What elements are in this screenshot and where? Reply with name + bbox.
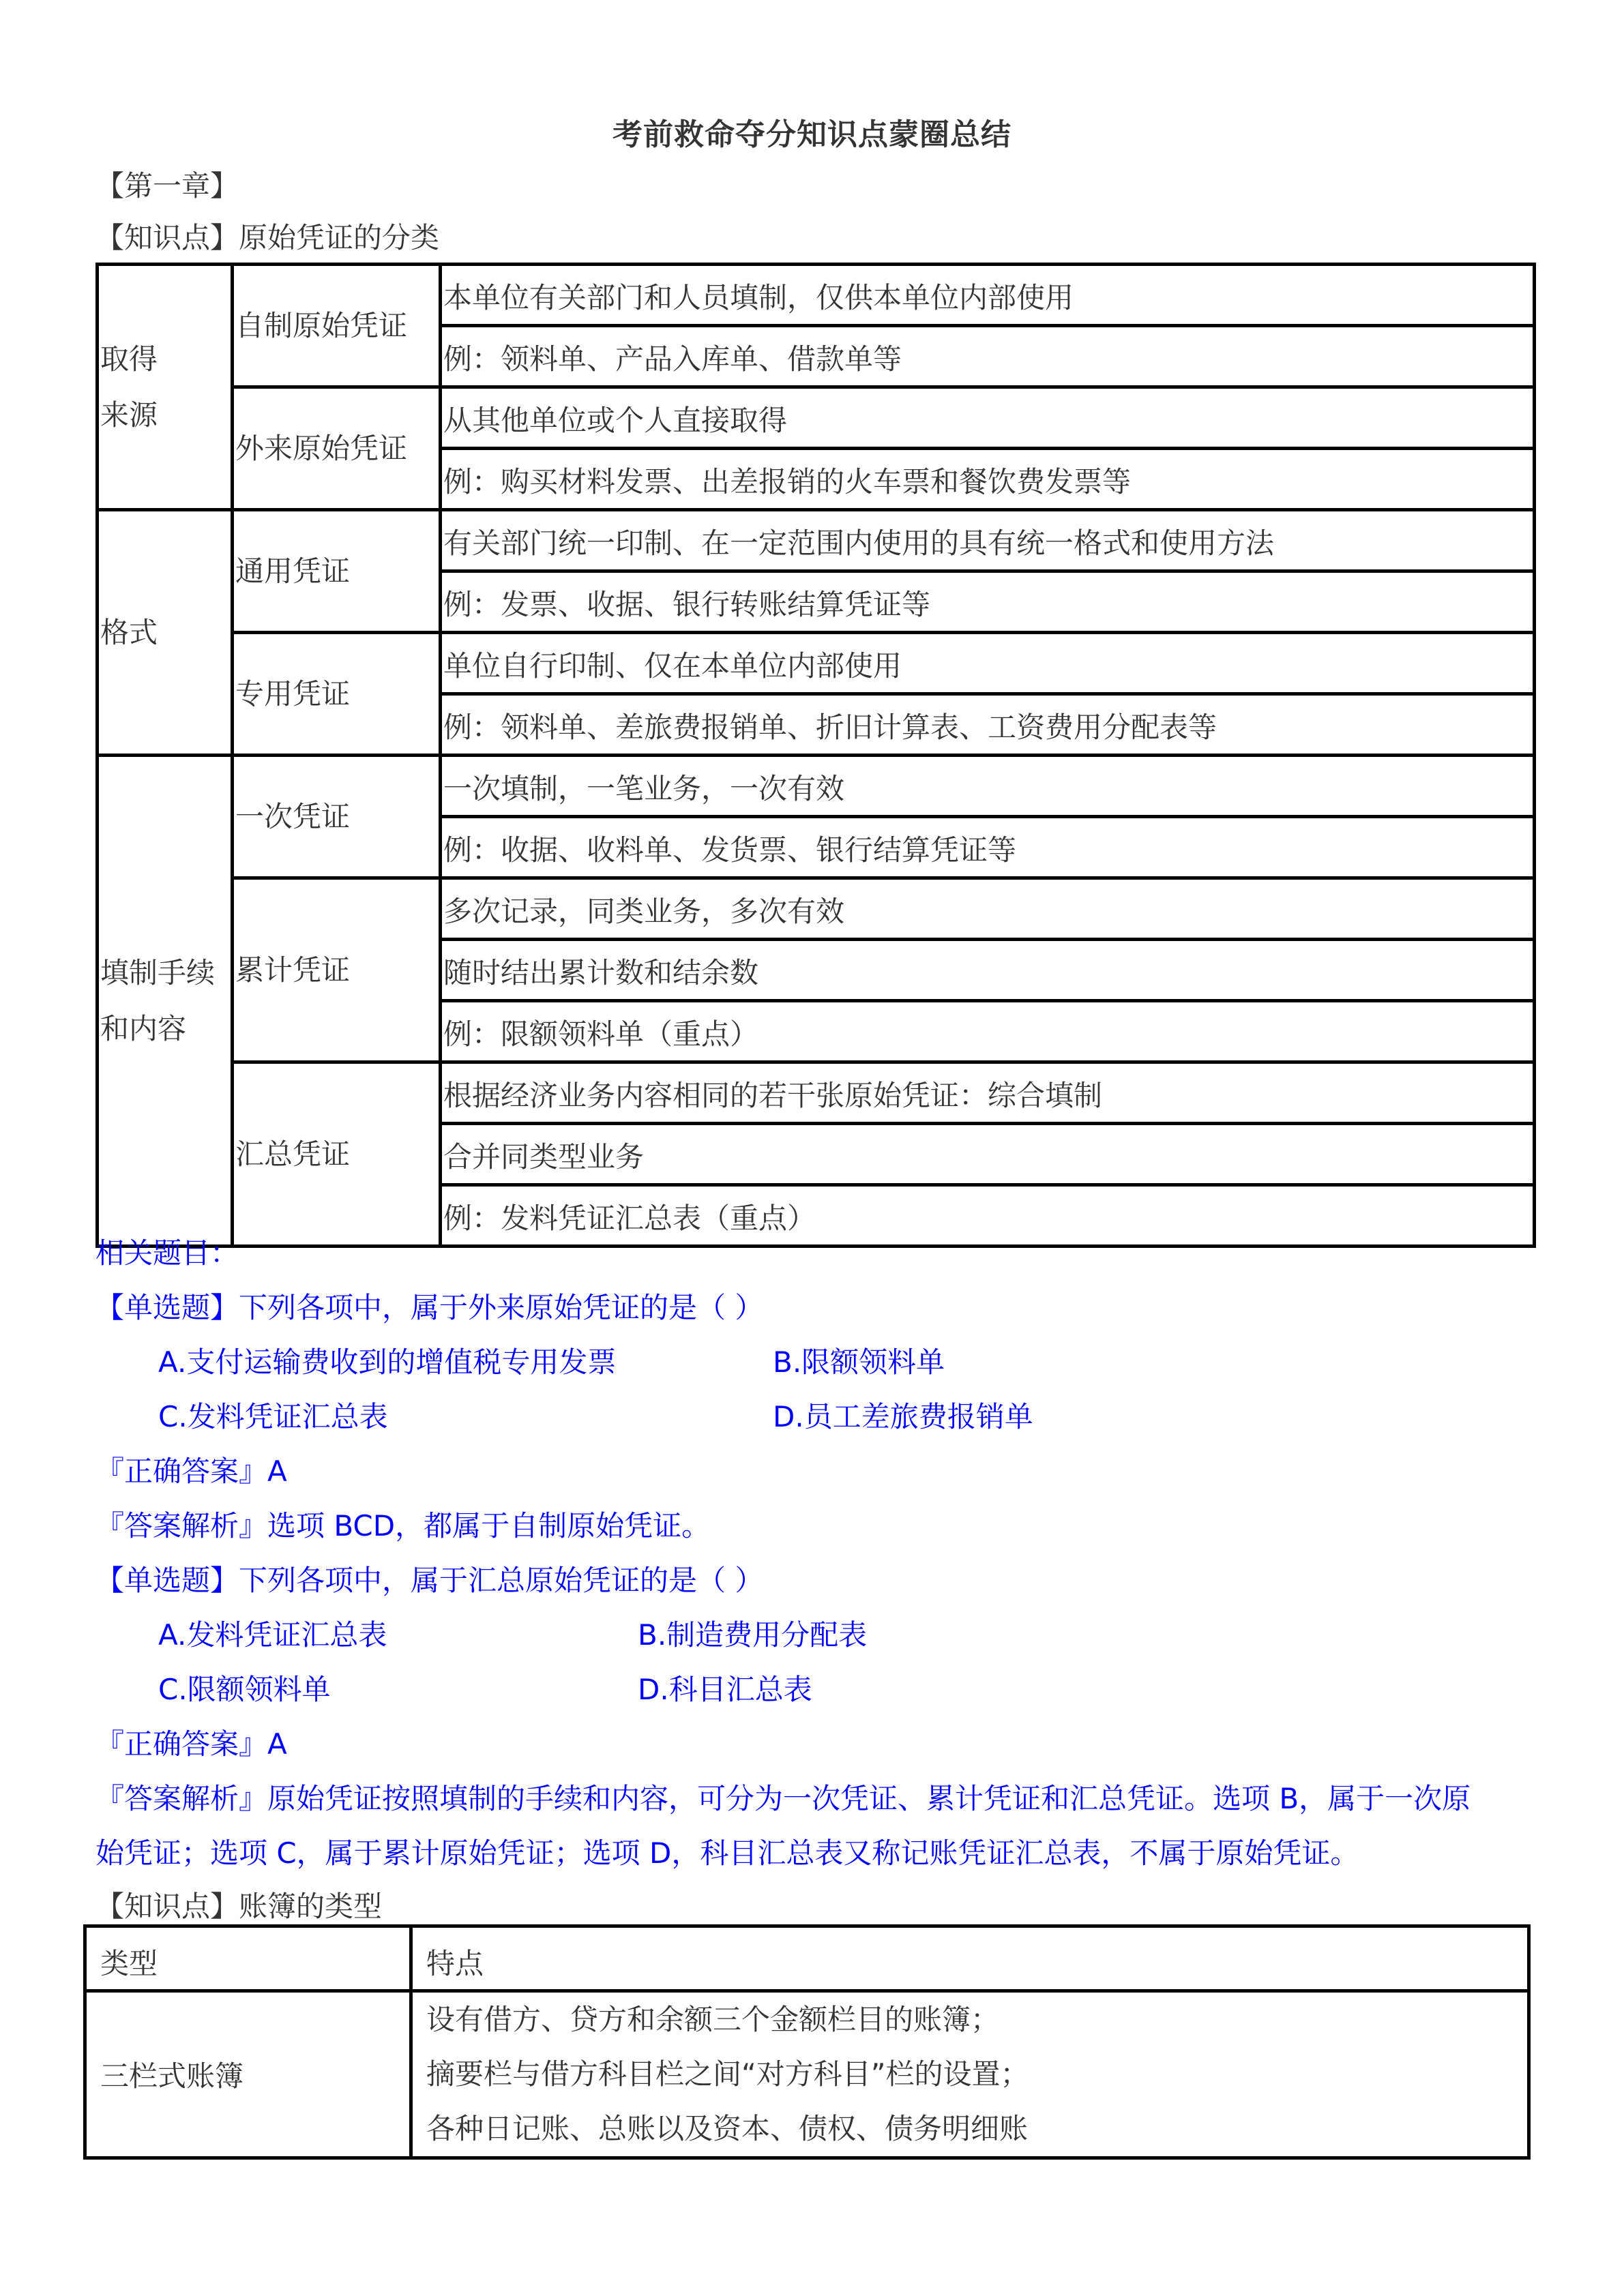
question-2-answer: 『正确答案』A: [95, 1727, 287, 1761]
description-cell: 例：领料单、差旅费报销单、折旧计算表、工资费用分配表等: [441, 694, 1535, 756]
description-cell: 例：收据、收料单、发货票、银行结算凭证等: [441, 817, 1535, 878]
ledger-type-cell: 三栏式账簿: [85, 1991, 411, 2158]
type-cell: 汇总凭证: [233, 1062, 441, 1247]
feature-line: 各种日记账、总账以及资本、债权、债务明细账: [426, 2112, 1029, 2145]
description-cell: 合并同类型业务: [441, 1124, 1535, 1185]
table-row: [98, 510, 1535, 571]
question-1-analysis: 『答案解析』选项 BCD，都属于自制原始凭证。: [95, 1509, 711, 1542]
page-title: 考前救命夺分知识点蒙圈总结: [612, 117, 1012, 152]
table-row: [98, 265, 1535, 326]
type-cell: 一次凭证: [233, 756, 441, 878]
question-2-analysis-line-1: 『答案解析』原始凭证按照填制的手续和内容，可分为一次凭证、累计凭证和汇总凭证。选项 B，属于一次原: [95, 1782, 1471, 1815]
description-cell: 根据经济业务内容相同的若干张原始凭证：综合填制: [441, 1062, 1535, 1124]
type-cell: 专用凭证: [233, 633, 441, 756]
section-heading-voucher-classification: 【知识点】原始凭证的分类: [95, 221, 440, 254]
category-label: [100, 331, 231, 443]
question-2-stem: 【单选题】下列各项中，属于汇总原始凭证的是（ ）: [95, 1564, 764, 1597]
description-cell: 本单位有关部门和人员填制，仅供本单位内部使用: [441, 265, 1535, 326]
question-2-analysis-line-2: 始凭证；选项 C，属于累计原始凭证；选项 D，科目汇总表又称记账凭证汇总表，不属于原始凭证。: [95, 1836, 1359, 1870]
ledger-types-table: [83, 1924, 1531, 2160]
description-cell: 例：领料单、产品入库单、借款单等: [441, 326, 1535, 387]
table-row: [85, 1991, 1529, 2158]
question-2-option-a: A.发料凭证汇总表: [158, 1618, 387, 1652]
table-row: [98, 878, 1535, 940]
ledger-features-cell: [411, 1991, 1529, 2158]
table-row: [98, 633, 1535, 694]
description-cell: 随时结出累计数和结余数: [441, 940, 1535, 1001]
question-2-option-b: B.制造费用分配表: [638, 1618, 868, 1652]
category-cell: [98, 756, 233, 1247]
table-row: [98, 756, 1535, 817]
question-1-option-b: B.限额领料单: [773, 1345, 945, 1379]
related-questions-label: 相关题目：: [95, 1236, 239, 1270]
category-label: [100, 945, 231, 1057]
category-cell: [98, 510, 233, 756]
category-cell: [98, 265, 233, 510]
question-1-option-c: C.发料凭证汇总表: [158, 1400, 388, 1433]
column-header-type: 类型: [85, 1926, 411, 1991]
type-cell: 通用凭证: [233, 510, 441, 633]
description-cell: 例：购买材料发票、出差报销的火车票和餐饮费发票等: [441, 449, 1535, 510]
table-header-row: [85, 1926, 1529, 1991]
category-label-line: 填制手续: [100, 955, 216, 989]
category-label-line: 取得: [100, 342, 158, 376]
question-1-stem: 【单选题】下列各项中，属于外来原始凭证的是（ ）: [95, 1291, 764, 1324]
description-cell: 单位自行印制、仅在本单位内部使用: [441, 633, 1535, 694]
description-cell: 例：发料凭证汇总表（重点）: [441, 1185, 1535, 1247]
table-row: [98, 1062, 1535, 1124]
description-cell: 从其他单位或个人直接取得: [441, 387, 1535, 449]
description-cell: 有关部门统一印制、在一定范围内使用的具有统一格式和使用方法: [441, 510, 1535, 571]
question-1-option-a: A.支付运输费收到的增值税专用发票: [158, 1345, 617, 1379]
category-label-line: 来源: [100, 398, 158, 432]
category-label-line: 格式: [100, 615, 158, 649]
description-cell: 一次填制，一笔业务，一次有效: [441, 756, 1535, 817]
table-row: [98, 387, 1535, 449]
section-heading-ledger-types: 【知识点】账簿的类型: [95, 1890, 383, 1923]
type-cell: 累计凭证: [233, 878, 441, 1062]
type-cell: 自制原始凭证: [233, 265, 441, 387]
voucher-classification-table: [95, 263, 1536, 1248]
description-cell: 多次记录，同类业务，多次有效: [441, 878, 1535, 940]
question-1-answer: 『正确答案』A: [95, 1455, 287, 1488]
description-cell: 例：限额领料单（重点）: [441, 1001, 1535, 1062]
feature-line: 摘要栏与借方科目栏之间“对方科目”栏的设置；: [426, 2057, 1029, 2091]
description-cell: 例：发票、收据、银行转账结算凭证等: [441, 571, 1535, 633]
category-label-line: 和内容: [100, 1011, 187, 1045]
question-1-option-d: D.员工差旅费报销单: [773, 1400, 1033, 1433]
question-2-option-d: D.科目汇总表: [638, 1673, 812, 1706]
type-cell: 外来原始凭证: [233, 387, 441, 510]
question-2-option-c: C.限额领料单: [158, 1673, 331, 1706]
column-header-features: 特点: [411, 1926, 1529, 1991]
feature-line: 设有借方、贷方和余额三个金额栏目的账簿；: [426, 2003, 1000, 2036]
chapter-heading: 【第一章】: [95, 169, 239, 203]
